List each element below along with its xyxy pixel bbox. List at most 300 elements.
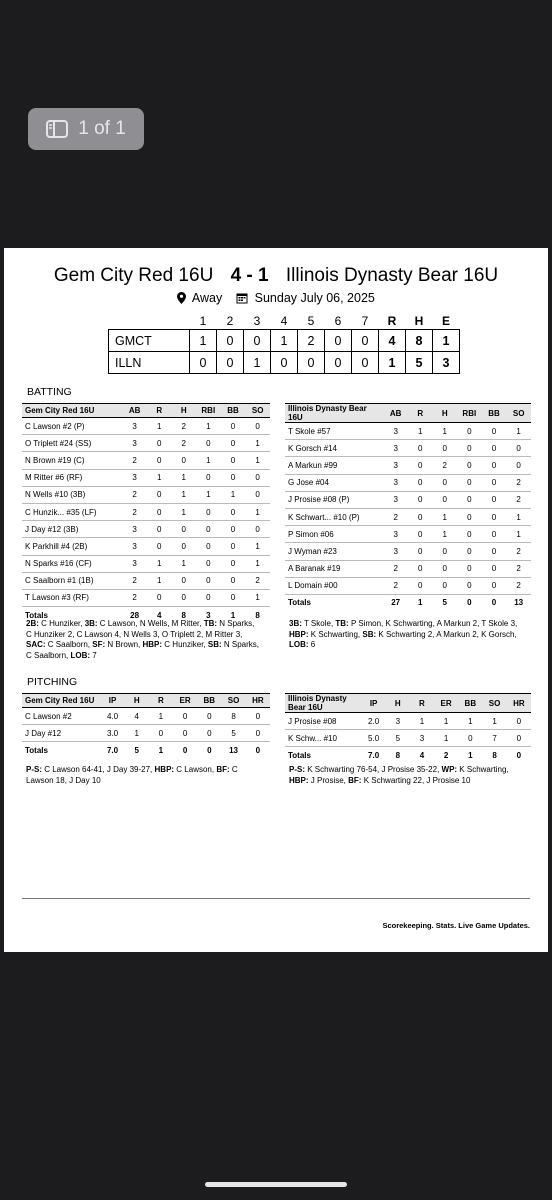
column-header: H [125, 694, 149, 708]
table-row [22, 555, 270, 572]
total-cell: 0 [482, 594, 507, 611]
table-row [285, 543, 531, 560]
total-cell: 7.0 [362, 747, 386, 764]
player-name: N Wells #10 (3B) [22, 486, 122, 503]
stat-cell: 1 [245, 452, 270, 469]
column-header: AB [383, 404, 408, 423]
stat-cell: 1 [147, 572, 172, 589]
stat-cell: 5.0 [362, 730, 386, 747]
stat-cell: 2 [383, 577, 408, 594]
player-name: T Lawson #3 (RF) [22, 589, 122, 606]
total-cell: 7.0 [100, 742, 124, 759]
table-row [285, 713, 531, 730]
stat-cell: 0 [197, 708, 221, 725]
column-header: BB [458, 694, 482, 713]
total-cell: 3 [196, 607, 221, 624]
stat-cell: 1 [245, 503, 270, 520]
inning-header: 6 [334, 313, 342, 328]
total-cell: 8 [386, 747, 410, 764]
hits-total: 8 [406, 330, 433, 352]
stat-cell: 0 [221, 452, 246, 469]
stat-cell: 0 [457, 440, 482, 457]
stat-cell: 0 [196, 435, 221, 452]
column-header: IP [362, 694, 386, 713]
table-row [22, 452, 270, 469]
stat-cell: 0 [171, 572, 196, 589]
column-header: SO [482, 694, 506, 713]
stat-cell: 1 [125, 725, 149, 742]
table-row [285, 457, 531, 474]
pitching-table-away [22, 693, 270, 759]
stat-cell: 0 [507, 713, 531, 730]
pitching-notes-away [26, 765, 262, 786]
errors-header: E [441, 313, 450, 328]
inning-score: 0 [352, 352, 379, 374]
column-header: IP [100, 694, 124, 708]
runs-total: 1 [379, 352, 406, 374]
note-value: C Saalborn, [45, 640, 93, 650]
player-name: L Domain #00 [285, 577, 383, 594]
total-cell: 13 [506, 594, 531, 611]
stat-cell: 2 [122, 572, 147, 589]
note-value: C Lawson 64-41, J Day 39-27, [42, 765, 155, 774]
total-cell: 1 [458, 747, 482, 764]
stat-cell: 0 [221, 572, 246, 589]
table-row [22, 418, 270, 435]
stat-cell: 2 [506, 560, 531, 577]
stat-cell: 0 [149, 725, 173, 742]
stat-cell: 3 [122, 521, 147, 538]
stat-cell: 1 [432, 423, 456, 440]
stat-cell: 0 [482, 457, 507, 474]
stat-cell: 0 [196, 538, 221, 555]
stat-cell: 3 [122, 418, 147, 435]
footer-divider [22, 898, 530, 899]
inning-header: 1 [199, 313, 207, 328]
table-header-row [22, 404, 270, 418]
batting-notes-home [289, 619, 525, 651]
column-header: SO [506, 404, 531, 423]
stat-cell: 0 [147, 538, 172, 555]
stat-cell: 0 [173, 708, 197, 725]
note-value: K Schwarting, [308, 629, 363, 639]
stat-cell: 2.0 [362, 713, 386, 730]
stat-cell: 0 [171, 538, 196, 555]
line-score-row [109, 352, 460, 374]
stat-cell: 1 [147, 418, 172, 435]
stat-cell: 1 [196, 486, 221, 503]
stat-cell: 0 [171, 589, 196, 606]
table-row [285, 440, 531, 457]
total-cell: 0 [457, 594, 482, 611]
totals-label: Totals [22, 742, 100, 759]
stat-cell: 0 [246, 708, 270, 725]
column-header: SO [245, 404, 270, 418]
team-name-header: Illinois Dynasty Bear 16U [285, 694, 362, 713]
stat-cell: 1 [171, 486, 196, 503]
stat-cell: 0 [482, 423, 507, 440]
total-cell: 0 [246, 742, 270, 759]
table-header-row [22, 694, 270, 708]
stat-cell: 2 [245, 572, 270, 589]
note-key: LOB: [70, 650, 91, 660]
home-indicator[interactable] [205, 1182, 347, 1187]
stat-cell: 3 [383, 457, 408, 474]
player-name: G Jose #04 [285, 474, 383, 491]
stat-cell: 0 [432, 560, 456, 577]
stat-cell: 0 [245, 521, 270, 538]
stat-cell: 0 [457, 560, 482, 577]
player-name: A Baranak #19 [285, 560, 383, 577]
total-cell: 4 [410, 747, 434, 764]
stat-cell: 3 [386, 713, 410, 730]
stat-cell: 2 [122, 452, 147, 469]
stat-cell: 0 [147, 503, 172, 520]
player-name: J Day #12 [22, 725, 100, 742]
hits-header: H [414, 313, 424, 328]
column-header: HR [246, 694, 270, 708]
table-row [22, 538, 270, 555]
table-row [22, 486, 270, 503]
total-cell: 0 [173, 742, 197, 759]
note-value: N Brown, [105, 640, 143, 650]
stat-cell: 2 [506, 543, 531, 560]
footer-tagline: Scorekeeping. Stats. Live Game Updates. [382, 921, 530, 930]
column-header: H [432, 404, 456, 423]
stat-cell: 3 [122, 435, 147, 452]
page-indicator-label: 1 of 1 [78, 118, 126, 139]
stat-cell: 3.0 [100, 725, 124, 742]
line-score-row [109, 330, 460, 352]
column-header: H [386, 694, 410, 713]
note-key: 2B: [26, 619, 39, 628]
game-info [4, 291, 548, 307]
page-indicator-button[interactable] [28, 108, 144, 150]
stat-cell: 1 [432, 508, 456, 525]
note-value: N Sparks, C Hunziker 2, C Lawson 4, N Wells 3, O Triplett 2, M Ritter 3, [26, 619, 255, 639]
column-header: R [149, 694, 173, 708]
player-name: N Brown #19 (C) [22, 452, 122, 469]
note-value: C Hunziker, [162, 640, 208, 650]
total-cell: 1 [149, 742, 173, 759]
note-key: LOB: [289, 640, 309, 650]
inning-score: 0 [325, 330, 352, 352]
table-row [22, 435, 270, 452]
table-row [22, 572, 270, 589]
stat-cell: 2 [171, 435, 196, 452]
runs-total: 4 [379, 330, 406, 352]
stat-cell: 0 [432, 491, 456, 508]
inning-header: 4 [280, 313, 288, 328]
stat-cell: 0 [221, 503, 246, 520]
stat-cell: 0 [506, 440, 531, 457]
stat-cell: 3 [383, 543, 408, 560]
date-label: Sunday July 06, 2025 [254, 291, 375, 305]
stat-cell: 0 [147, 589, 172, 606]
total-cell: 8 [245, 607, 270, 624]
stat-cell: 5 [221, 725, 245, 742]
total-cell: 8 [482, 747, 506, 764]
total-cell: 28 [122, 607, 147, 624]
total-cell: 1 [408, 594, 432, 611]
stat-cell: 1 [245, 538, 270, 555]
stat-cell: 5 [386, 730, 410, 747]
total-cell: 4 [147, 607, 172, 624]
player-name: O Triplett #24 (SS) [22, 435, 122, 452]
column-header: R [408, 404, 432, 423]
stat-cell: 0 [221, 589, 246, 606]
stat-cell: 2 [122, 503, 147, 520]
line-score [108, 312, 460, 374]
note-key: BF: [216, 765, 230, 774]
player-name: C Lawson #2 [22, 708, 100, 725]
column-header: RBI [457, 404, 482, 423]
stat-cell: 3 [383, 491, 408, 508]
box-score-document [4, 248, 548, 952]
batting-notes-away [26, 619, 262, 661]
note-key: HBP: [289, 775, 309, 785]
stat-cell: 1 [245, 435, 270, 452]
total-cell: 1 [221, 607, 246, 624]
stat-cell: 0 [408, 543, 432, 560]
stat-cell: 0 [197, 725, 221, 742]
inning-header: 7 [361, 313, 369, 328]
pitching-table-home [285, 693, 531, 764]
note-key: HBP: [154, 765, 175, 774]
inning-score: 0 [217, 330, 244, 352]
pitching-notes-home [289, 765, 525, 786]
stat-cell: 3 [122, 555, 147, 572]
totals-row [285, 594, 531, 611]
stat-cell: 0 [408, 440, 432, 457]
note-value: P Simon, K Schwarting, A Markun 2, T Skole 3, [348, 619, 518, 628]
total-cell: 0 [507, 747, 531, 764]
note-key: HBP: [142, 640, 163, 650]
note-key: 3B: [84, 619, 98, 628]
team-abbr: GMCT [109, 330, 190, 352]
stat-cell: 0 [457, 474, 482, 491]
stat-cell: 0 [221, 435, 246, 452]
stat-cell: 0 [482, 560, 507, 577]
stat-cell: 2 [383, 560, 408, 577]
stat-cell: 0 [221, 538, 246, 555]
stat-cell: 0 [432, 543, 456, 560]
stat-cell: 2 [122, 486, 147, 503]
stat-cell: 0 [171, 452, 196, 469]
stat-cell: 0 [432, 440, 456, 457]
stat-cell: 0 [221, 418, 246, 435]
stat-cell: 0 [196, 469, 221, 486]
stat-cell: 0 [408, 457, 432, 474]
column-header: RBI [196, 404, 221, 418]
player-name: C Hunzik... #35 (LF) [22, 503, 122, 520]
stat-cell: 1 [245, 589, 270, 606]
table-row [285, 474, 531, 491]
note-key: TB: [203, 619, 218, 628]
stat-cell: 3 [383, 474, 408, 491]
stat-cell: 0 [507, 730, 531, 747]
note-value: C Lawson 18, J Day 10 [26, 765, 238, 785]
stat-cell: 0 [147, 486, 172, 503]
batting-table-home [285, 403, 531, 611]
total-cell: 5 [432, 594, 456, 611]
table-row [22, 521, 270, 538]
player-name: C Lawson #2 (P) [22, 418, 122, 435]
player-name: K Schwart... #10 (P) [285, 508, 383, 525]
team-name-header: Illinois Dynasty Bear 16U [285, 404, 383, 423]
stat-cell: 0 [457, 457, 482, 474]
column-header: ER [434, 694, 458, 713]
stat-cell: 1 [482, 713, 506, 730]
stat-cell: 1 [196, 452, 221, 469]
stat-cell: 0 [196, 521, 221, 538]
stat-cell: 0 [482, 474, 507, 491]
stat-cell: 1 [506, 423, 531, 440]
total-cell: 0 [197, 742, 221, 759]
stat-cell: 0 [457, 526, 482, 543]
stat-cell: 0 [196, 572, 221, 589]
inning-score: 1 [190, 330, 217, 352]
stat-cell: 3 [122, 538, 147, 555]
stat-cell: 2 [506, 474, 531, 491]
stat-cell: 1 [410, 713, 434, 730]
stat-cell: 0 [196, 589, 221, 606]
total-cell: 13 [221, 742, 245, 759]
table-row [22, 708, 270, 725]
totals-label: Totals [285, 594, 383, 611]
inning-score: 0 [325, 352, 352, 374]
batting-section-title: BATTING [27, 386, 72, 398]
note-value: C Hunziker, [38, 619, 85, 628]
stat-cell: 1 [147, 555, 172, 572]
inning-score: 2 [298, 330, 325, 352]
inning-score: 0 [352, 330, 379, 352]
location-pin-icon [177, 292, 186, 307]
player-name: M Ritter #6 (RF) [22, 469, 122, 486]
note-value: C Lawson, [174, 765, 217, 774]
stat-cell: 0 [196, 503, 221, 520]
inning-score: 0 [298, 352, 325, 374]
stat-cell: 1 [434, 730, 458, 747]
player-name: K Parkhill #4 (2B) [22, 538, 122, 555]
note-key: SF: [92, 640, 106, 650]
table-row [285, 730, 531, 747]
total-cell: 5 [125, 742, 149, 759]
note-key: WP: [441, 765, 458, 774]
final-score: 4 - 1 [230, 265, 269, 286]
note-key: P-S: [26, 765, 42, 774]
stat-cell: 0 [506, 457, 531, 474]
inning-header: 5 [307, 313, 315, 328]
errors-total: 1 [433, 330, 460, 352]
game-title [4, 265, 548, 287]
hits-total: 5 [406, 352, 433, 374]
column-header: BB [482, 404, 507, 423]
stat-cell: 1 [506, 508, 531, 525]
stat-cell: 0 [408, 508, 432, 525]
column-header: R [410, 694, 434, 713]
stat-cell: 3 [410, 730, 434, 747]
player-name: J Prosise #08 [285, 713, 362, 730]
stat-cell: 1 [171, 555, 196, 572]
column-header: BB [221, 404, 246, 418]
stat-cell: 0 [408, 526, 432, 543]
stat-cell: 2 [506, 491, 531, 508]
stat-cell: 3 [383, 440, 408, 457]
note-value: K Schwarting 2, A Markun 2, K Gorsch, [376, 629, 517, 639]
inning-header: 3 [253, 313, 261, 328]
note-key: HBP: [289, 629, 309, 639]
stat-cell: 0 [482, 491, 507, 508]
away-team-name: Gem City Red 16U [53, 265, 214, 286]
stat-cell: 0 [171, 521, 196, 538]
column-header: BB [197, 694, 221, 708]
note-value: J Prosise, [308, 775, 349, 785]
stat-cell: 1 [458, 713, 482, 730]
table-row [285, 560, 531, 577]
stat-cell: 0 [245, 486, 270, 503]
stat-cell: 1 [221, 486, 246, 503]
note-value: K Schwarting 22, J Prosise 10 [361, 775, 471, 785]
stat-cell: 0 [482, 526, 507, 543]
total-cell: 27 [383, 594, 408, 611]
note-value: K Schwarting 76-54, J Prosise 35-22, [305, 765, 442, 774]
stat-cell: 2 [432, 457, 456, 474]
stat-cell: 0 [408, 577, 432, 594]
note-value: K Schwarting, [457, 765, 509, 774]
errors-total: 3 [433, 352, 460, 374]
stat-cell: 0 [457, 577, 482, 594]
pitching-section-title: PITCHING [27, 676, 78, 688]
totals-label: Totals [22, 607, 122, 624]
stat-cell: 0 [221, 521, 246, 538]
calendar-icon [236, 292, 248, 307]
stat-cell: 2 [122, 589, 147, 606]
note-value: 6 [308, 640, 316, 650]
column-header: SO [221, 694, 245, 708]
stat-cell: 3 [122, 469, 147, 486]
stat-cell: 0 [245, 418, 270, 435]
stat-cell: 1 [434, 713, 458, 730]
runs-header: R [387, 313, 397, 328]
note-key: TB: [335, 619, 349, 628]
stat-cell: 7 [482, 730, 506, 747]
table-header-row [285, 404, 531, 423]
player-name: J Wyman #23 [285, 543, 383, 560]
column-header: ER [173, 694, 197, 708]
stat-cell: 0 [221, 469, 246, 486]
table-row [22, 503, 270, 520]
stat-cell: 0 [408, 474, 432, 491]
player-name: K Schw... #10 [285, 730, 362, 747]
stat-cell: 1 [149, 708, 173, 725]
stat-cell: 0 [482, 543, 507, 560]
sidebar-icon [46, 120, 68, 138]
stat-cell: 0 [408, 491, 432, 508]
note-value: C Lawson, N Wells, M Ritter, [97, 619, 204, 628]
stat-cell: 3 [383, 526, 408, 543]
stat-cell: 0 [221, 555, 246, 572]
stat-cell: 0 [245, 469, 270, 486]
stat-cell: 0 [457, 423, 482, 440]
inning-header: 2 [226, 313, 234, 328]
inning-score: 0 [271, 352, 298, 374]
player-name: J Day #12 (3B) [22, 521, 122, 538]
note-key: SAC: [26, 640, 46, 650]
stat-cell: 1 [408, 423, 432, 440]
stat-cell: 2 [383, 508, 408, 525]
stat-cell: 0 [457, 508, 482, 525]
